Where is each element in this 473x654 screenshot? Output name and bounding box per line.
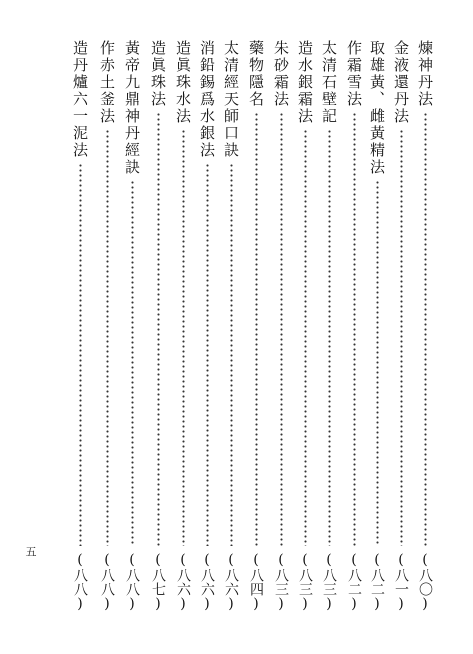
entry-page: (八一) <box>393 552 409 612</box>
page-number: 五 <box>24 546 37 557</box>
leader-dots <box>131 180 134 546</box>
entry-page: (八六) <box>199 552 215 612</box>
entry-page: (八三) <box>321 552 337 612</box>
entry-page: (八〇) <box>417 552 433 612</box>
entry-page: (八八) <box>124 552 140 612</box>
toc-entry <box>271 40 291 612</box>
toc-entry <box>70 40 90 612</box>
entry-title: 作霜雪法 <box>345 40 363 108</box>
leader-dots <box>206 163 209 546</box>
entry-page: (八二) <box>369 552 385 612</box>
entry-title: 作赤土釜法 <box>98 40 116 125</box>
toc-entry <box>295 40 315 612</box>
leader-dots <box>400 129 403 546</box>
leader-dots <box>304 129 307 546</box>
leader-dots <box>328 129 331 546</box>
entry-page: (八八) <box>99 552 115 612</box>
leader-dots <box>376 180 379 546</box>
entry-title: 太清石壁記 <box>320 40 338 125</box>
toc-entry <box>319 40 339 612</box>
entry-page: (八四) <box>248 552 264 612</box>
toc-entry <box>367 40 387 612</box>
entry-title: 朱砂霜法 <box>272 40 290 108</box>
leader-dots <box>353 112 356 546</box>
entry-title: 黃帝九鼎神丹經訣 <box>123 40 141 176</box>
toc-entry <box>246 40 266 612</box>
entry-title: 藥物隱名 <box>247 40 265 108</box>
leader-dots <box>79 163 82 546</box>
leader-dots <box>424 112 427 546</box>
leader-dots <box>280 112 283 546</box>
entry-page: (八七) <box>150 552 166 612</box>
entry-title: 造水銀霜法 <box>296 40 314 125</box>
entry-title: 金液還丹法 <box>392 40 410 125</box>
entry-title: 造眞珠法 <box>149 40 167 108</box>
toc-entry <box>173 40 193 612</box>
entry-page: (八六) <box>223 552 239 612</box>
entry-page: (八二) <box>346 552 362 612</box>
toc-entry <box>415 40 435 612</box>
leader-dots <box>255 112 258 546</box>
toc-entry <box>97 40 117 612</box>
entry-title: 造丹爐六一泥法 <box>71 40 89 159</box>
entry-page: (八六) <box>175 552 191 612</box>
entry-title: 消鉛錫爲水銀法 <box>198 40 216 159</box>
leader-dots <box>157 112 160 546</box>
leader-dots <box>106 129 109 546</box>
entry-title: 太清經天師口訣 <box>222 40 240 159</box>
entry-page: (八三) <box>273 552 289 612</box>
toc-entry <box>197 40 217 612</box>
toc-entry <box>148 40 168 612</box>
entry-title: 取雄黃、雌黃精法 <box>368 40 386 176</box>
entry-title: 煉神丹法 <box>416 40 434 108</box>
toc-entry <box>221 40 241 612</box>
leader-dots <box>182 129 185 546</box>
leader-dots <box>230 163 233 546</box>
toc-entry <box>122 40 142 612</box>
toc-entry <box>344 40 364 612</box>
entry-page: (八八) <box>72 552 88 612</box>
entry-title: 造眞珠水法 <box>174 40 192 125</box>
entry-page: (八三) <box>297 552 313 612</box>
toc-entry <box>391 40 411 612</box>
